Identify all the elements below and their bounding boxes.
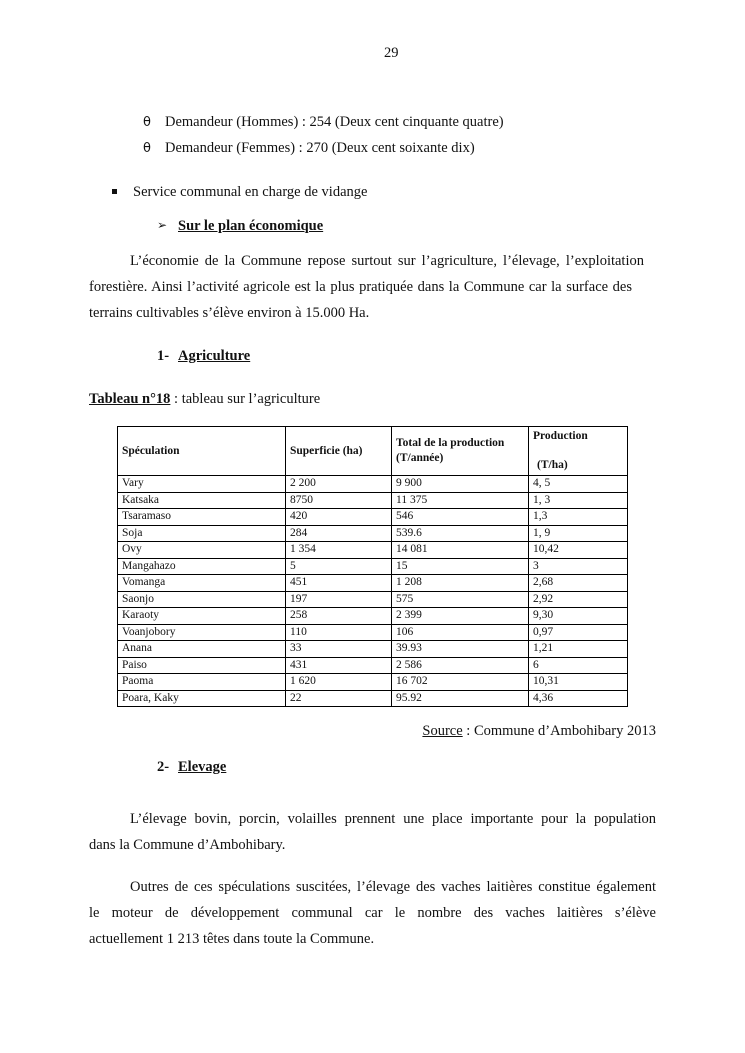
cell-superficie: 197 (286, 591, 392, 608)
cell-superficie: 431 (286, 657, 392, 674)
cell-superficie: 1 354 (286, 542, 392, 559)
cell-total: 39.93 (392, 641, 529, 658)
header-production-line2: (T/ha) (537, 459, 568, 471)
cell-total: 15 (392, 558, 529, 575)
cell-production: 9,30 (529, 608, 628, 625)
cell-speculation: Soja (118, 525, 286, 542)
cell-production: 2,68 (529, 575, 628, 592)
cell-production: 0,97 (529, 624, 628, 641)
eco-paragraph-line: forestière. Ainsi l’activité agricole est la plus pratiquée dans la Commune car la surface des (89, 279, 632, 295)
cell-total: 16 702 (392, 674, 529, 691)
cell-speculation: Karaoty (118, 608, 286, 625)
header-total: Total de la production (T/année) (392, 427, 529, 476)
table-header-row (118, 427, 628, 476)
page-number: 29 (384, 45, 399, 61)
eco-paragraph-line: terrains cultivables s’élève environ à 15.000 Ha. (89, 305, 370, 321)
cell-production: 10,42 (529, 542, 628, 559)
cell-speculation: Ovy (118, 542, 286, 559)
elevage-paragraph-line: Outres de ces spéculations suscitées, l’élevage des vaches laitières constitue également (130, 879, 656, 895)
table-caption (89, 391, 320, 408)
cell-total: 2 586 (392, 657, 529, 674)
cell-speculation: Voanjobory (118, 624, 286, 641)
cell-speculation: Paoma (118, 674, 286, 691)
eco-heading: Sur le plan économique (178, 218, 324, 234)
section-title-agriculture: Agriculture (178, 348, 251, 364)
cell-superficie: 8750 (286, 492, 392, 509)
cell-superficie: 2 200 (286, 476, 392, 493)
section-number: 1- (157, 348, 170, 364)
cell-total: 14 081 (392, 542, 529, 559)
table-row (118, 476, 628, 493)
cell-superficie: 22 (286, 690, 392, 707)
cell-production: 1,3 (529, 509, 628, 526)
table-row (118, 591, 628, 608)
cell-total: 11 375 (392, 492, 529, 509)
demandeur-femmes: Demandeur (Femmes) : 270 (Deux cent soixante dix) (165, 140, 475, 156)
cell-speculation: Katsaka (118, 492, 286, 509)
cell-superficie: 33 (286, 641, 392, 658)
cell-superficie: 258 (286, 608, 392, 625)
cell-total: 106 (392, 624, 529, 641)
table-caption-label: Tableau n°18 (89, 391, 171, 407)
cell-total: 95.92 (392, 690, 529, 707)
elevage-paragraph-line: le moteur de développement communal car le nombre des vaches laitières s’élève (89, 905, 656, 921)
elevage-paragraph-line: actuellement 1 213 têtes dans toute la Commune. (89, 931, 375, 947)
table-row (118, 641, 628, 658)
cell-speculation: Vomanga (118, 575, 286, 592)
cell-speculation: Paiso (118, 657, 286, 674)
table-row (118, 509, 628, 526)
table-row (118, 558, 628, 575)
cell-speculation: Tsaramaso (118, 509, 286, 526)
cell-speculation: Poara, Kaky (118, 690, 286, 707)
cell-speculation: Vary (118, 476, 286, 493)
cell-superficie: 284 (286, 525, 392, 542)
square-bullet-icon (112, 189, 117, 194)
table-row (118, 608, 628, 625)
cell-total: 539.6 (392, 525, 529, 542)
theta-bullet-icon: θ (143, 141, 151, 156)
header-superficie: Superficie (ha) (286, 427, 392, 476)
table-row (118, 674, 628, 691)
cell-production: 10,31 (529, 674, 628, 691)
cell-production: 4, 5 (529, 476, 628, 493)
cell-superficie: 5 (286, 558, 392, 575)
agriculture-table (117, 426, 628, 707)
cell-production: 6 (529, 657, 628, 674)
elevage-paragraph-line: dans la Commune d’Ambohibary. (89, 837, 286, 853)
theta-bullet-icon: θ (143, 115, 151, 130)
table-row (118, 492, 628, 509)
cell-production: 2,92 (529, 591, 628, 608)
section-number: 2- (157, 759, 170, 775)
cell-production: 4,36 (529, 690, 628, 707)
table-caption-text: : tableau sur l’agriculture (170, 391, 321, 407)
cell-superficie: 110 (286, 624, 392, 641)
cell-speculation: Mangahazo (118, 558, 286, 575)
cell-production: 1, 9 (529, 525, 628, 542)
header-speculation: Spéculation (118, 427, 286, 476)
cell-production: 1,21 (529, 641, 628, 658)
section-title-elevage: Elevage (178, 759, 227, 775)
source-label: Source (422, 723, 463, 739)
table-row (118, 575, 628, 592)
cell-superficie: 420 (286, 509, 392, 526)
cell-speculation: Saonjo (118, 591, 286, 608)
cell-total: 575 (392, 591, 529, 608)
demandeur-hommes: Demandeur (Hommes) : 254 (Deux cent cinquante quatre) (165, 114, 504, 130)
cell-total: 546 (392, 509, 529, 526)
cell-production: 1, 3 (529, 492, 628, 509)
cell-speculation: Anana (118, 641, 286, 658)
cell-total: 1 208 (392, 575, 529, 592)
cell-total: 9 900 (392, 476, 529, 493)
header-production (529, 427, 628, 476)
cell-superficie: 451 (286, 575, 392, 592)
table-row (118, 525, 628, 542)
source-text: : Commune d’Ambohibary 2013 (462, 723, 656, 739)
table-row (118, 624, 628, 641)
table-row (118, 542, 628, 559)
header-production-line1: Production (533, 430, 588, 442)
cell-production: 3 (529, 558, 628, 575)
eco-paragraph-line: L’économie de la Commune repose surtout sur l’agriculture, l’élevage, l’exploitation (130, 253, 644, 269)
cell-superficie: 1 620 (286, 674, 392, 691)
table-row (118, 657, 628, 674)
arrow-bullet-icon: ➢ (157, 218, 168, 232)
table-row (118, 690, 628, 707)
cell-total: 2 399 (392, 608, 529, 625)
elevage-paragraph-line: L’élevage bovin, porcin, volailles prennent une place importante pour la population (130, 811, 656, 827)
source-line (422, 723, 656, 740)
service-item: Service communal en charge de vidange (133, 184, 368, 200)
